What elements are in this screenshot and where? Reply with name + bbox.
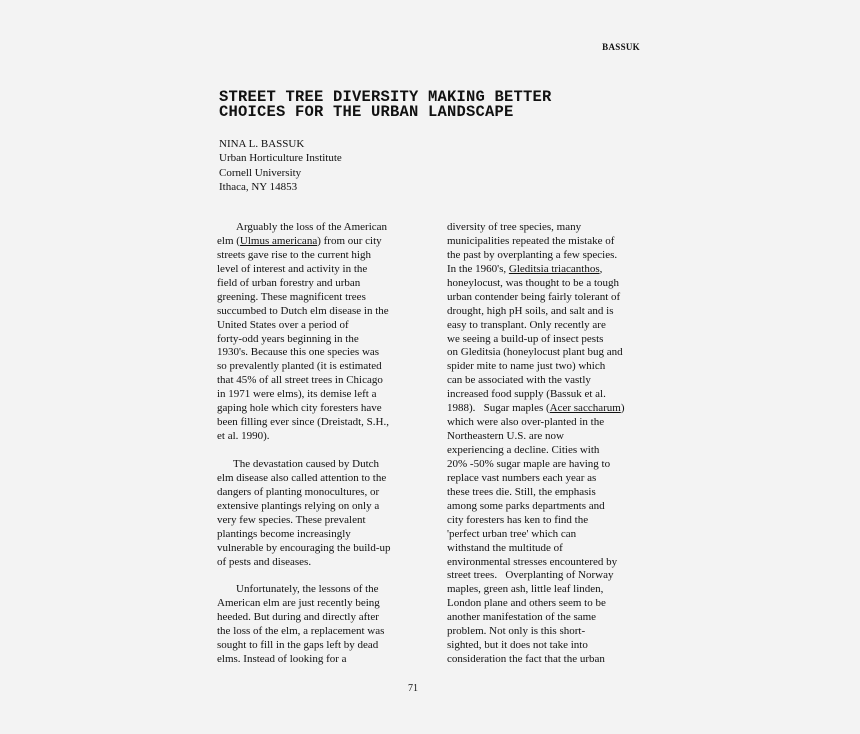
running-head: BASSUK	[602, 42, 640, 52]
text-line: can be associated with the vastly	[447, 374, 591, 387]
text-segment: 1988). Sugar maples (	[447, 402, 550, 415]
species-name: Ulmus americana	[239, 234, 318, 247]
text-line: streets gave rise to the current high	[217, 248, 371, 261]
text-line: field of urban forestry and urban	[217, 276, 361, 289]
affiliation-line: Ithaca, NY 14853	[219, 181, 298, 194]
text-line: that 45% of all street trees in Chicago	[217, 374, 383, 387]
text-line	[447, 263, 652, 277]
text-line	[217, 235, 422, 249]
text-line: consideration the fact that the urban	[447, 653, 605, 666]
text-line: which were also over-planted in the	[447, 416, 605, 429]
text-segment: )	[620, 402, 625, 415]
text-line: forty-odd years beginning in the	[217, 332, 359, 345]
page-number: 71	[408, 683, 418, 694]
text-line: 1930's. Because this one species was	[217, 346, 380, 359]
text-line: of pests and diseases.	[217, 555, 312, 568]
text-line: so prevalently planted (it is estimated	[217, 360, 382, 373]
text-line: urban contender being fairly tolerant of	[447, 290, 621, 303]
text-line: we seeing a build-up of insect pests	[447, 332, 604, 345]
text-line: the past by overplanting a few species.	[447, 248, 618, 261]
title-line: CHOICES FOR THE URBAN LANDSCAPE	[219, 103, 514, 121]
text-line: gaping hole which city foresters have	[217, 402, 382, 415]
text-line: vulnerable by encouraging the build-up	[217, 541, 391, 554]
text-line: et al. 1990).	[217, 430, 270, 443]
text-line: level of interest and activity in the	[217, 262, 368, 275]
author-name: NINA L. BASSUK	[219, 138, 305, 150]
text-line: municipalities repeated the mistake of	[447, 234, 615, 247]
text-line: 20% -50% sugar maple are having to	[447, 457, 611, 470]
text-line: drought, high pH soils, and salt and is	[447, 304, 614, 317]
text-line: dangers of planting monocultures, or	[217, 485, 380, 498]
paragraph-gap	[217, 444, 422, 458]
text-line: very few species. These prevalent	[217, 513, 366, 526]
text-line: succumbed to Dutch elm disease in the	[217, 304, 389, 317]
text-segment: elm (	[217, 234, 240, 247]
text-line	[447, 402, 652, 416]
text-line: sought to fill in the gaps left by dead	[217, 639, 379, 652]
species-name: Gleditsia triacanthos	[508, 262, 600, 275]
paragraph-gap	[217, 569, 422, 583]
affiliation-line: Urban Horticulture Institute	[219, 152, 342, 165]
right-column	[447, 221, 652, 667]
text-line: in 1971 were elms), its demise left a	[217, 388, 377, 401]
text-line: among some parks departments and	[447, 499, 605, 512]
text-line: increased food supply (Bassuk et al.	[447, 388, 606, 401]
text-line: elms. Instead of looking for a	[217, 653, 347, 666]
text-line: Unfortunately, the lessons of the	[236, 583, 379, 596]
text-line: sighted, but it does not take into	[447, 639, 588, 652]
text-line: United States over a period of	[217, 318, 349, 331]
text-line: greening. These magnificent trees	[217, 290, 366, 303]
text-line: extensive plantings relying on only a	[217, 499, 380, 512]
text-line: problem. Not only is this short-	[447, 625, 586, 638]
text-line: these trees die. Still, the emphasis	[447, 485, 596, 498]
text-line: on Gleditsia (honeylocust plant bug and	[447, 346, 623, 359]
text-line: 'perfect urban tree' which can	[447, 527, 577, 540]
text-line: maples, green ash, little leaf linden,	[447, 583, 604, 596]
article-title	[219, 90, 659, 120]
text-line: city foresters has ken to find the	[447, 513, 589, 526]
text-line: honeylocust, was thought to be a tough	[447, 276, 620, 289]
text-line: replace vast numbers each year as	[447, 471, 597, 484]
author-block	[219, 137, 479, 195]
text-line: environmental stresses encountered by	[447, 555, 618, 568]
text-line: another manifestation of the same	[447, 611, 597, 624]
text-line: spider mite to name just two) which	[447, 360, 606, 373]
text-line: London plane and others seem to be	[447, 597, 606, 610]
text-line: The devastation caused by Dutch	[233, 457, 380, 470]
text-line: American elm are just recently being	[217, 597, 380, 610]
title-line: STREET TREE DIVERSITY MAKING BETTER	[219, 88, 552, 106]
text-line: Northeastern U.S. are now	[447, 430, 564, 443]
text-segment: In the 1960's,	[447, 262, 509, 275]
text-line: been filling ever since (Dreistadt, S.H.,	[217, 416, 389, 429]
left-column	[217, 221, 422, 667]
text-line: plantings become increasingly	[217, 527, 351, 540]
text-line: experiencing a decline. Cities with	[447, 444, 600, 456]
text-line: diversity of tree species, many	[447, 221, 582, 233]
text-segment: ,	[599, 262, 603, 275]
text-line: withstand the multitude of	[447, 541, 563, 554]
text-segment: ) from our city	[317, 234, 382, 247]
text-line: easy to transplant. Only recently are	[447, 318, 606, 331]
text-line: Arguably the loss of the American	[236, 221, 388, 233]
text-line: the loss of the elm, a replacement was	[217, 625, 385, 638]
species-name: Acer saccharum	[549, 402, 621, 415]
affiliation-line: Cornell University	[219, 166, 302, 179]
text-line: street trees. Overplanting of Norway	[447, 569, 614, 582]
text-line: heeded. But during and directly after	[217, 611, 379, 624]
text-line: elm disease also called attention to the	[217, 471, 387, 484]
